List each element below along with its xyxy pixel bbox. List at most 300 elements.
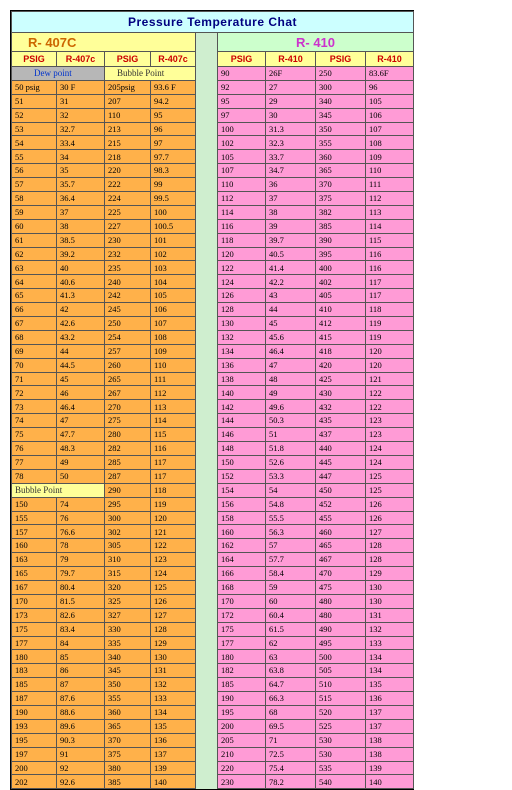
table-row bbox=[12, 525, 414, 539]
table-cell: 41.4 bbox=[266, 261, 316, 275]
table-cell: 295 bbox=[105, 497, 151, 511]
col-header: PSIG bbox=[218, 52, 266, 67]
table-cell: 48 bbox=[266, 372, 316, 386]
gutter bbox=[196, 692, 218, 706]
table-cell: 26F bbox=[266, 67, 316, 81]
table-cell: 88.6 bbox=[57, 705, 105, 719]
table-cell: 156 bbox=[218, 497, 266, 511]
table-cell: 42.6 bbox=[57, 317, 105, 331]
r407c-group-title: R- 407C bbox=[12, 33, 196, 52]
table-cell: 107 bbox=[151, 317, 196, 331]
table-cell: 77 bbox=[12, 455, 57, 469]
table-cell: 117 bbox=[151, 469, 196, 483]
table-cell: 315 bbox=[105, 567, 151, 581]
table-cell: 114 bbox=[218, 205, 266, 219]
table-cell: 320 bbox=[105, 580, 151, 594]
table-cell: 232 bbox=[105, 247, 151, 261]
table-cell: 218 bbox=[105, 150, 151, 164]
table-cell: 150 bbox=[12, 497, 57, 511]
table-cell: 467 bbox=[316, 553, 366, 567]
table-cell: 87.6 bbox=[57, 692, 105, 706]
gutter bbox=[196, 178, 218, 192]
table-cell: 130 bbox=[366, 594, 414, 608]
table-cell: 210 bbox=[218, 747, 266, 761]
table-cell: 137 bbox=[366, 705, 414, 719]
table-cell: 102 bbox=[151, 247, 196, 261]
table-cell: 76 bbox=[57, 511, 105, 525]
chart-body bbox=[12, 12, 414, 789]
table-cell: 32.3 bbox=[266, 136, 316, 150]
table-cell: 202 bbox=[12, 775, 57, 789]
table-cell: 100.5 bbox=[151, 219, 196, 233]
table-cell: 43.2 bbox=[57, 330, 105, 344]
table-cell: 402 bbox=[316, 275, 366, 289]
table-cell: 130 bbox=[151, 650, 196, 664]
table-cell: 305 bbox=[105, 539, 151, 553]
table-cell: 91 bbox=[57, 747, 105, 761]
table-cell: 86 bbox=[57, 664, 105, 678]
table-cell: 370 bbox=[316, 178, 366, 192]
col-header: R-407c bbox=[57, 52, 105, 67]
table-cell: 82.6 bbox=[57, 608, 105, 622]
table-cell: 530 bbox=[316, 747, 366, 761]
table-cell: 213 bbox=[105, 122, 151, 136]
gutter bbox=[196, 511, 218, 525]
table-row bbox=[12, 344, 414, 358]
col-header: R-410 bbox=[266, 52, 316, 67]
table-cell: 75.4 bbox=[266, 761, 316, 775]
table-cell: 37 bbox=[266, 192, 316, 206]
table-cell: 460 bbox=[316, 525, 366, 539]
table-row bbox=[12, 483, 414, 497]
gutter bbox=[196, 122, 218, 136]
table-cell: 200 bbox=[218, 719, 266, 733]
table-cell: 51 bbox=[266, 428, 316, 442]
table-cell: 59 bbox=[266, 580, 316, 594]
table-cell: 425 bbox=[316, 372, 366, 386]
table-cell: 180 bbox=[218, 650, 266, 664]
table-cell: 124 bbox=[218, 275, 266, 289]
table-cell: 27 bbox=[266, 80, 316, 94]
table-cell: 122 bbox=[151, 539, 196, 553]
table-cell: 74 bbox=[12, 414, 57, 428]
table-cell: 136 bbox=[366, 692, 414, 706]
table-cell: 116 bbox=[151, 442, 196, 456]
table-cell: 170 bbox=[218, 594, 266, 608]
gutter bbox=[196, 330, 218, 344]
table-cell: 92 bbox=[218, 80, 266, 94]
table-cell: 50 psig bbox=[12, 80, 57, 94]
table-row bbox=[12, 594, 414, 608]
table-row bbox=[12, 428, 414, 442]
table-cell: 53 bbox=[12, 122, 57, 136]
table-cell: 180 bbox=[12, 650, 57, 664]
table-cell: 122 bbox=[366, 386, 414, 400]
table-cell: 56.3 bbox=[266, 525, 316, 539]
table-cell: 135 bbox=[151, 719, 196, 733]
table-cell: 50.3 bbox=[266, 414, 316, 428]
table-row bbox=[12, 233, 414, 247]
table-cell: 136 bbox=[218, 358, 266, 372]
table-cell: 93.6 F bbox=[151, 80, 196, 94]
col-header: PSIG bbox=[12, 52, 57, 67]
table-cell: 58.4 bbox=[266, 567, 316, 581]
table-cell: 103 bbox=[151, 261, 196, 275]
table-cell: 131 bbox=[366, 608, 414, 622]
table-cell: 285 bbox=[105, 455, 151, 469]
table-cell: 365 bbox=[105, 719, 151, 733]
gutter bbox=[196, 719, 218, 733]
table-row bbox=[12, 650, 414, 664]
col-header: PSIG bbox=[316, 52, 366, 67]
table-cell: 108 bbox=[366, 136, 414, 150]
table-cell: 57 bbox=[266, 539, 316, 553]
table-cell: 45 bbox=[266, 317, 316, 331]
gutter bbox=[196, 761, 218, 775]
table-row bbox=[12, 775, 414, 789]
table-row bbox=[12, 67, 414, 81]
col-header: R-407c bbox=[151, 52, 196, 67]
table-cell: 74 bbox=[57, 497, 105, 511]
table-row bbox=[12, 705, 414, 719]
table-cell: 167 bbox=[12, 580, 57, 594]
table-cell: 205psig bbox=[105, 80, 151, 94]
table-cell: 355 bbox=[105, 692, 151, 706]
table-cell: 47 bbox=[266, 358, 316, 372]
table-cell: 350 bbox=[105, 678, 151, 692]
table-cell: 38.5 bbox=[57, 233, 105, 247]
table-cell: 140 bbox=[151, 775, 196, 789]
table-cell: 287 bbox=[105, 469, 151, 483]
table-cell: 58 bbox=[12, 192, 57, 206]
table-cell: 68 bbox=[12, 330, 57, 344]
table-cell: 134 bbox=[366, 650, 414, 664]
table-row bbox=[12, 747, 414, 761]
table-row bbox=[12, 636, 414, 650]
table-cell: 175 bbox=[12, 622, 57, 636]
gutter bbox=[196, 608, 218, 622]
table-cell: 34.7 bbox=[266, 164, 316, 178]
r410-group-title: R- 410 bbox=[218, 33, 414, 52]
table-cell: 131 bbox=[151, 664, 196, 678]
table-cell: 33.7 bbox=[266, 150, 316, 164]
table-cell: 360 bbox=[316, 150, 366, 164]
table-row bbox=[12, 261, 414, 275]
table-cell: 64 bbox=[12, 275, 57, 289]
table-cell: 140 bbox=[218, 386, 266, 400]
table-cell: 53.3 bbox=[266, 469, 316, 483]
table-cell: 97.7 bbox=[151, 150, 196, 164]
table-cell: 164 bbox=[218, 553, 266, 567]
table-cell: 109 bbox=[366, 150, 414, 164]
table-cell: 56 bbox=[12, 164, 57, 178]
gutter bbox=[196, 303, 218, 317]
table-cell: 452 bbox=[316, 497, 366, 511]
table-cell: 118 bbox=[366, 303, 414, 317]
table-cell: 63.8 bbox=[266, 664, 316, 678]
table-cell: 375 bbox=[105, 747, 151, 761]
table-row bbox=[12, 122, 414, 136]
table-cell: 215 bbox=[105, 136, 151, 150]
table-cell: 418 bbox=[316, 344, 366, 358]
table-cell: 475 bbox=[316, 580, 366, 594]
table-cell: 95 bbox=[218, 94, 266, 108]
table-cell: 57.7 bbox=[266, 553, 316, 567]
table-cell: 126 bbox=[366, 497, 414, 511]
table-cell: 117 bbox=[151, 455, 196, 469]
table-cell: 110 bbox=[218, 178, 266, 192]
chart-title: Pressure Temperature Chat bbox=[12, 12, 414, 33]
table-cell: 139 bbox=[151, 761, 196, 775]
table-cell: 99.5 bbox=[151, 192, 196, 206]
table-cell: 119 bbox=[366, 330, 414, 344]
gutter bbox=[196, 455, 218, 469]
table-cell: 420 bbox=[316, 358, 366, 372]
table-cell: 335 bbox=[105, 636, 151, 650]
table-cell: 260 bbox=[105, 358, 151, 372]
table-cell: 300 bbox=[105, 511, 151, 525]
table-cell: 220 bbox=[105, 164, 151, 178]
table-cell: 40.5 bbox=[266, 247, 316, 261]
table-cell: 137 bbox=[366, 719, 414, 733]
table-cell: 240 bbox=[105, 275, 151, 289]
table-cell: 345 bbox=[316, 108, 366, 122]
table-cell: 155 bbox=[12, 511, 57, 525]
table-cell: 480 bbox=[316, 594, 366, 608]
col-header: R-410 bbox=[366, 52, 414, 67]
table-cell: 42 bbox=[57, 303, 105, 317]
table-cell: 437 bbox=[316, 428, 366, 442]
table-cell: 185 bbox=[12, 678, 57, 692]
table-cell: 79.7 bbox=[57, 567, 105, 581]
table-row bbox=[12, 511, 414, 525]
table-cell: 245 bbox=[105, 303, 151, 317]
table-cell: 140 bbox=[366, 775, 414, 789]
table-cell: 124 bbox=[151, 567, 196, 581]
table-cell: 455 bbox=[316, 511, 366, 525]
table-cell: 415 bbox=[316, 330, 366, 344]
table-cell: 227 bbox=[105, 219, 151, 233]
table-cell: 79 bbox=[57, 553, 105, 567]
table-cell: 105 bbox=[218, 150, 266, 164]
gutter bbox=[196, 233, 218, 247]
table-cell: 125 bbox=[151, 580, 196, 594]
table-cell: 235 bbox=[105, 261, 151, 275]
table-cell: 80.4 bbox=[57, 580, 105, 594]
table-cell: 37 bbox=[57, 205, 105, 219]
table-cell: 220 bbox=[218, 761, 266, 775]
table-cell: 81.5 bbox=[57, 594, 105, 608]
table-cell: 136 bbox=[151, 733, 196, 747]
table-cell: 183 bbox=[12, 664, 57, 678]
table-cell: 242 bbox=[105, 289, 151, 303]
table-row bbox=[12, 469, 414, 483]
table-cell: 99 bbox=[151, 178, 196, 192]
table-cell: 400 bbox=[316, 261, 366, 275]
table-cell: 116 bbox=[366, 247, 414, 261]
col-header: PSIG bbox=[105, 52, 151, 67]
table-cell: 170 bbox=[12, 594, 57, 608]
table-cell: 116 bbox=[218, 219, 266, 233]
table-cell: 177 bbox=[12, 636, 57, 650]
table-cell: 110 bbox=[151, 358, 196, 372]
table-cell: 110 bbox=[105, 108, 151, 122]
table-cell: 89.6 bbox=[57, 719, 105, 733]
table-cell: 92 bbox=[57, 761, 105, 775]
table-cell: 290 bbox=[105, 483, 151, 497]
table-cell: 142 bbox=[218, 400, 266, 414]
table-row bbox=[12, 497, 414, 511]
group-row bbox=[12, 33, 414, 52]
table-cell: 120 bbox=[218, 247, 266, 261]
table-cell: 120 bbox=[366, 344, 414, 358]
table-cell: 102 bbox=[218, 136, 266, 150]
table-cell: 39.2 bbox=[57, 247, 105, 261]
table-cell: 190 bbox=[12, 705, 57, 719]
table-cell: 163 bbox=[12, 553, 57, 567]
table-cell: 132 bbox=[151, 678, 196, 692]
gutter bbox=[196, 775, 218, 789]
gutter bbox=[196, 344, 218, 358]
gutter bbox=[196, 733, 218, 747]
table-cell: 124 bbox=[366, 455, 414, 469]
table-cell: 83.6F bbox=[366, 67, 414, 81]
table-cell: 222 bbox=[105, 178, 151, 192]
table-cell: 382 bbox=[316, 205, 366, 219]
table-cell: 46.4 bbox=[57, 400, 105, 414]
gutter bbox=[196, 567, 218, 581]
table-cell: 152 bbox=[218, 469, 266, 483]
table-row bbox=[12, 150, 414, 164]
table-cell: 118 bbox=[151, 483, 196, 497]
table-cell: 133 bbox=[151, 692, 196, 706]
table-cell: 76 bbox=[12, 442, 57, 456]
table-cell: 71 bbox=[266, 733, 316, 747]
table-cell: 435 bbox=[316, 414, 366, 428]
table-cell: 158 bbox=[218, 511, 266, 525]
table-row bbox=[12, 289, 414, 303]
table-cell: 138 bbox=[366, 733, 414, 747]
table-cell: 132 bbox=[366, 622, 414, 636]
table-cell: 205 bbox=[218, 733, 266, 747]
table-cell: 470 bbox=[316, 567, 366, 581]
table-cell: 68 bbox=[266, 705, 316, 719]
table-cell: 280 bbox=[105, 428, 151, 442]
gutter bbox=[196, 469, 218, 483]
table-cell: 126 bbox=[366, 511, 414, 525]
table-cell: 112 bbox=[366, 192, 414, 206]
table-cell: 432 bbox=[316, 400, 366, 414]
table-cell: 340 bbox=[105, 650, 151, 664]
gutter bbox=[196, 705, 218, 719]
table-cell: 410 bbox=[316, 303, 366, 317]
table-cell: 385 bbox=[316, 219, 366, 233]
table-cell: 95 bbox=[151, 108, 196, 122]
gutter bbox=[196, 372, 218, 386]
table-cell: 60 bbox=[12, 219, 57, 233]
table-cell: 310 bbox=[105, 553, 151, 567]
table-cell: 187 bbox=[12, 692, 57, 706]
table-cell: 412 bbox=[316, 317, 366, 331]
table-row bbox=[12, 205, 414, 219]
chart-table bbox=[11, 11, 414, 789]
gutter bbox=[196, 580, 218, 594]
table-cell: 148 bbox=[218, 442, 266, 456]
table-cell: 62 bbox=[12, 247, 57, 261]
table-cell: 300 bbox=[316, 80, 366, 94]
table-cell: 44.5 bbox=[57, 358, 105, 372]
gutter bbox=[196, 80, 218, 94]
table-cell: 59 bbox=[12, 205, 57, 219]
table-cell: 78.2 bbox=[266, 775, 316, 789]
table-cell: 165 bbox=[12, 567, 57, 581]
table-cell: 75 bbox=[12, 428, 57, 442]
table-cell: 370 bbox=[105, 733, 151, 747]
header-row bbox=[12, 52, 414, 67]
table-cell: 69 bbox=[12, 344, 57, 358]
table-cell: 90 bbox=[218, 67, 266, 81]
table-cell: 96 bbox=[151, 122, 196, 136]
table-cell: 126 bbox=[151, 594, 196, 608]
table-cell: 47 bbox=[57, 414, 105, 428]
table-cell: 108 bbox=[151, 330, 196, 344]
table-cell: 440 bbox=[316, 442, 366, 456]
table-cell: 66.3 bbox=[266, 692, 316, 706]
table-cell: 101 bbox=[151, 233, 196, 247]
table-cell: 500 bbox=[316, 650, 366, 664]
table-cell: 63 bbox=[12, 261, 57, 275]
table-cell: 38 bbox=[266, 205, 316, 219]
table-cell: 49.6 bbox=[266, 400, 316, 414]
table-row bbox=[12, 733, 414, 747]
table-cell: 390 bbox=[316, 233, 366, 247]
table-cell: 122 bbox=[218, 261, 266, 275]
gutter bbox=[196, 205, 218, 219]
table-row bbox=[12, 164, 414, 178]
table-row bbox=[12, 567, 414, 581]
table-cell: 150 bbox=[218, 455, 266, 469]
table-cell: 54 bbox=[266, 483, 316, 497]
table-cell: 112 bbox=[218, 192, 266, 206]
table-row bbox=[12, 455, 414, 469]
table-cell: 49 bbox=[57, 455, 105, 469]
table-cell: 172 bbox=[218, 608, 266, 622]
table-cell: 39 bbox=[266, 219, 316, 233]
gutter bbox=[196, 442, 218, 456]
table-cell: 127 bbox=[151, 608, 196, 622]
table-cell: 60 bbox=[266, 594, 316, 608]
table-cell: 118 bbox=[218, 233, 266, 247]
table-cell: 78 bbox=[12, 469, 57, 483]
table-cell: 32 bbox=[57, 108, 105, 122]
table-cell: 128 bbox=[366, 539, 414, 553]
table-cell: 146 bbox=[218, 428, 266, 442]
table-cell: 119 bbox=[366, 317, 414, 331]
gutter bbox=[196, 386, 218, 400]
table-cell: 111 bbox=[366, 178, 414, 192]
table-cell: 36.4 bbox=[57, 192, 105, 206]
table-cell: 63 bbox=[266, 650, 316, 664]
gutter bbox=[196, 428, 218, 442]
table-cell: 182 bbox=[218, 664, 266, 678]
table-cell: 113 bbox=[151, 400, 196, 414]
table-cell: 50 bbox=[57, 469, 105, 483]
table-cell: 166 bbox=[218, 567, 266, 581]
table-row bbox=[12, 136, 414, 150]
table-cell: 31.3 bbox=[266, 122, 316, 136]
table-cell: 54 bbox=[12, 136, 57, 150]
table-cell: 117 bbox=[366, 275, 414, 289]
